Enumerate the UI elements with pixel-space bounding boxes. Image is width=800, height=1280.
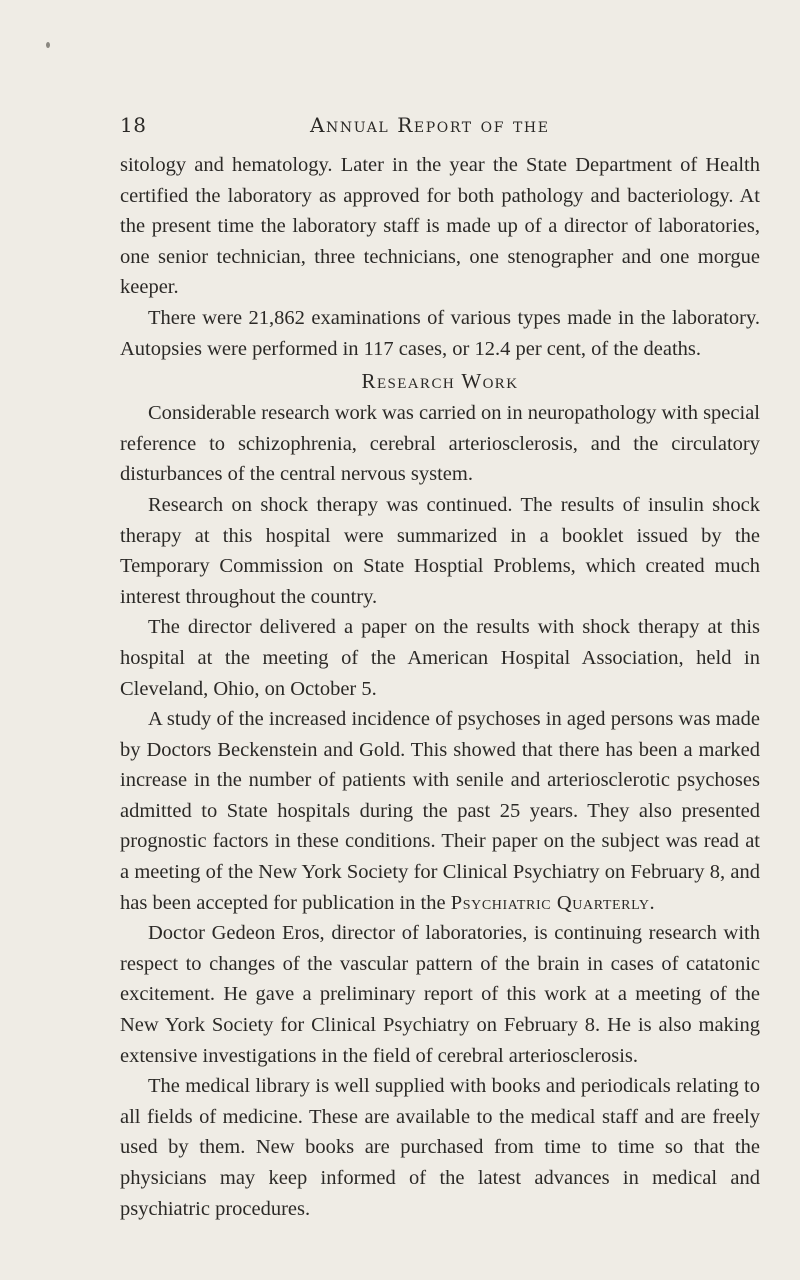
paragraph-aged-psychoses [120,704,760,918]
paragraph-aged-psychoses-end: . [649,891,655,914]
body-text [120,150,760,1224]
page-number: 18 [120,113,147,137]
paragraph-medical-library: The medical library is well supplied with books and periodicals relating to all fields of medicine. These are available to the medical staff and are freely used by them. New books are purchased from time to time so that the physicians may keep informed of the latest advances in medical and psychiatric procedures. [120,1075,760,1220]
page-header [120,113,760,143]
paragraph-shock-therapy: Research on shock therapy was continued. The results of insulin shock therapy at this hospital were summarized in a booklet issued by the Temporary Commission on State Hosptial Problems, which created much interest throughout the country. [120,493,760,608]
paragraph-aged-psychoses-text: A study of the increased incidence of psychoses in aged persons was made by Doctors Beckenstein and Gold. This showed that there has been a marked increase in the number of patients with senile and arteriosclerotic psychoses admitted to State hospitals during the past 25 years. They also presented prognostic factors in these conditions. Their paper on the subject was read at a meeting of the New York Society for Clinical Psychiatry on February 8, and has been accepted for publication in the [120,708,760,914]
paper-speck [46,42,50,48]
paragraph-laboratory-staff: sitology and hematology. Later in the year the State Department of Health certified the laboratory as approved for both pathology and bacteriology. At the present time the laboratory staff is made up of a director of laboratories, one senior technician, three technicians, one stenographer and one morgue keeper. [120,154,760,299]
paragraph-neuropathology: Considerable research work was carried on in neuropathology with special reference to schizophrenia, cerebral arteriosclerosis, and the circulatory disturbances of the central nervous system. [120,402,760,486]
paragraph-vascular-research: Doctor Gedeon Eros, director of laboratories, is continuing research with respect to changes of the vascular pattern of the brain in cases of catatonic excitement. He gave a preliminary report of this work at a meeting of the New York Society for Clinical Psychiatry on February 8. He is also making extensive investigations in the field of cerebral arteriosclerosis. [120,922,760,1067]
running-head: Annual Report of the [310,113,550,137]
paragraph-director-paper: The director delivered a paper on the results with shock therapy at this hospital at the meeting of the American Hospital Association, held in Cleveland, Ohio, on October 5. [120,616,760,700]
paragraph-examinations: There were 21,862 examinations of various types made in the laboratory. Autopsies were performed in 117 cases, or 12.4 per cent, of the deaths. [120,306,760,360]
section-heading-research-work: Research Work [361,369,519,394]
journal-title: Psychiatric Quarterly [450,891,650,914]
